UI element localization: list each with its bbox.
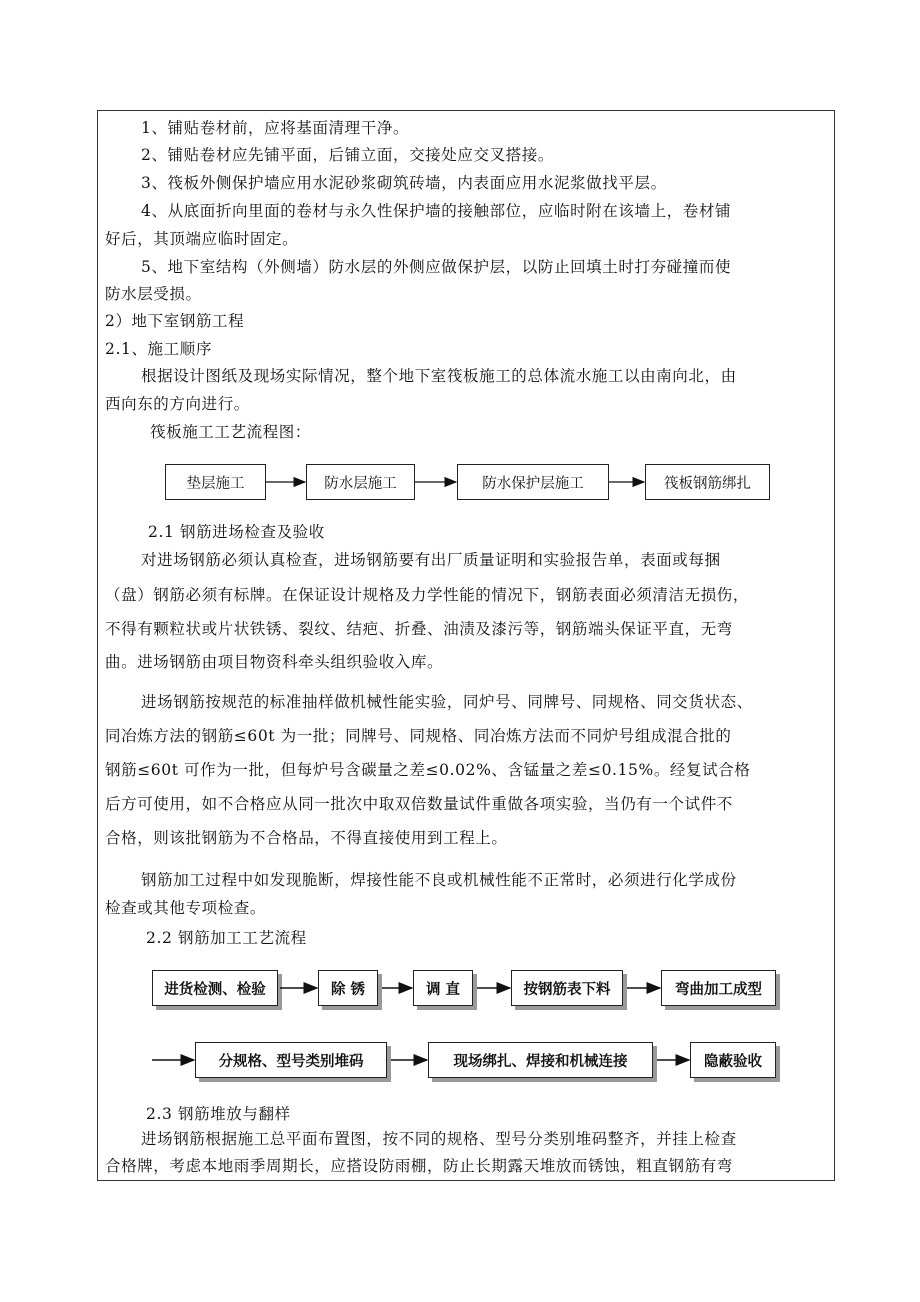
text-line: 西向东的方向进行。 (105, 395, 250, 413)
process-step-inspection: 进货检测、检验 (152, 970, 278, 1006)
text-line: 曲。进场钢筋由项目物资科牵头组织验收入库。 (105, 653, 444, 671)
text-line: （盘）钢筋必须有标牌。在保证设计规格及力学性能的情况下，钢筋表面必须清洁无损伤， (105, 586, 750, 604)
flow-step-protection: 防水保护层施工 (457, 464, 609, 500)
text-line: 同冶炼方法的钢筋≤60t 为一批；同牌号、同规格、同冶炼方法而不同炉号组成混合批的 (105, 727, 732, 745)
text-line: 进场钢筋按规范的标准抽样做机械性能实验，同炉号、同牌号、同规格、同交货状态、 (141, 693, 753, 711)
section-heading: 2.3 钢筋堆放与翻样 (146, 1105, 291, 1123)
process-step-bend: 弯曲加工成型 (661, 970, 776, 1006)
section-heading: 2）地下室钢筋工程 (105, 312, 245, 330)
process-step-straighten: 调 直 (413, 970, 473, 1006)
text-line: 5、地下室结构（外侧墙）防水层的外侧应做保护层，以防止回填土时打夯碰撞而使 (141, 258, 732, 276)
process-step-derust: 除 锈 (318, 970, 378, 1006)
text-line: 检查或其他专项检查。 (105, 899, 267, 917)
section-heading: 2.1、施工顺序 (105, 340, 212, 358)
process-step-stack: 分规格、型号类别堆码 (195, 1042, 387, 1078)
text-line: 钢筋加工过程中如发现脆断，焊接性能不良或机械性能不正常时，必须进行化学成份 (141, 871, 737, 889)
text-line: 防水层受损。 (105, 285, 202, 303)
flow-step-waterproof: 防水层施工 (306, 464, 415, 500)
process-step-cut: 按钢筋表下料 (511, 970, 623, 1006)
section-heading: 2.1 钢筋进场检查及验收 (148, 523, 325, 541)
text-line: 好后，其顶端应临时固定。 (105, 230, 299, 248)
text-line: 3、筏板外侧保护墙应用水泥砂浆砌筑砖墙，内表面应用水泥浆做找平层。 (141, 174, 667, 192)
flowchart-caption: 筏板施工工艺流程图： (150, 423, 312, 441)
text-line: 4、从底面折向里面的卷材与永久性保护墙的接触部位，应临时附在该墙上，卷材铺 (141, 202, 732, 220)
flow-step-rebar: 筏板钢筋绑扎 (645, 464, 770, 500)
text-line: 根据设计图纸及现场实际情况，整个地下室筏板施工的总体流水施工以由南向北，由 (141, 367, 737, 385)
text-line: 对进场钢筋必须认真检查，进场钢筋要有出厂质量证明和实验报告单，表面或每捆 (141, 551, 721, 569)
text-line: 合格牌，考虑本地雨季周期长，应搭设防雨棚，防止长期露天堆放而锈蚀，粗直钢筋有弯 (105, 1157, 733, 1175)
process-step-connect: 现场绑扎、焊接和机械连接 (428, 1042, 653, 1078)
text-line: 1、铺贴卷材前，应将基面清理干净。 (141, 119, 410, 137)
text-line: 进场钢筋根据施工总平面布置图，按不同的规格、型号分类别堆码整齐，并挂上检查 (141, 1130, 737, 1148)
flow-step-cushion: 垫层施工 (165, 464, 266, 500)
process-step-acceptance: 隐蔽验收 (690, 1042, 776, 1078)
text-line: 后方可使用，如不合格应从同一批次中取双倍数量试件重做各项实验，当仍有一个试件不 (105, 795, 733, 813)
section-heading: 2.2 钢筋加工工艺流程 (146, 929, 307, 947)
text-line: 钢筋≤60t 可作为一批，但每炉号含碳量之差≤0.02%、含锰量之差≤0.15%。经复试合格 (105, 761, 751, 779)
text-line: 2、铺贴卷材应先铺平面，后铺立面，交接处应交叉搭接。 (141, 146, 554, 164)
text-line: 合格，则该批钢筋为不合格品，不得直接使用到工程上。 (105, 829, 508, 847)
text-line: 不得有颗粒状或片状铁锈、裂纹、结疤、折叠、油渍及漆污等，钢筋端头保证平直，无弯 (105, 620, 733, 638)
